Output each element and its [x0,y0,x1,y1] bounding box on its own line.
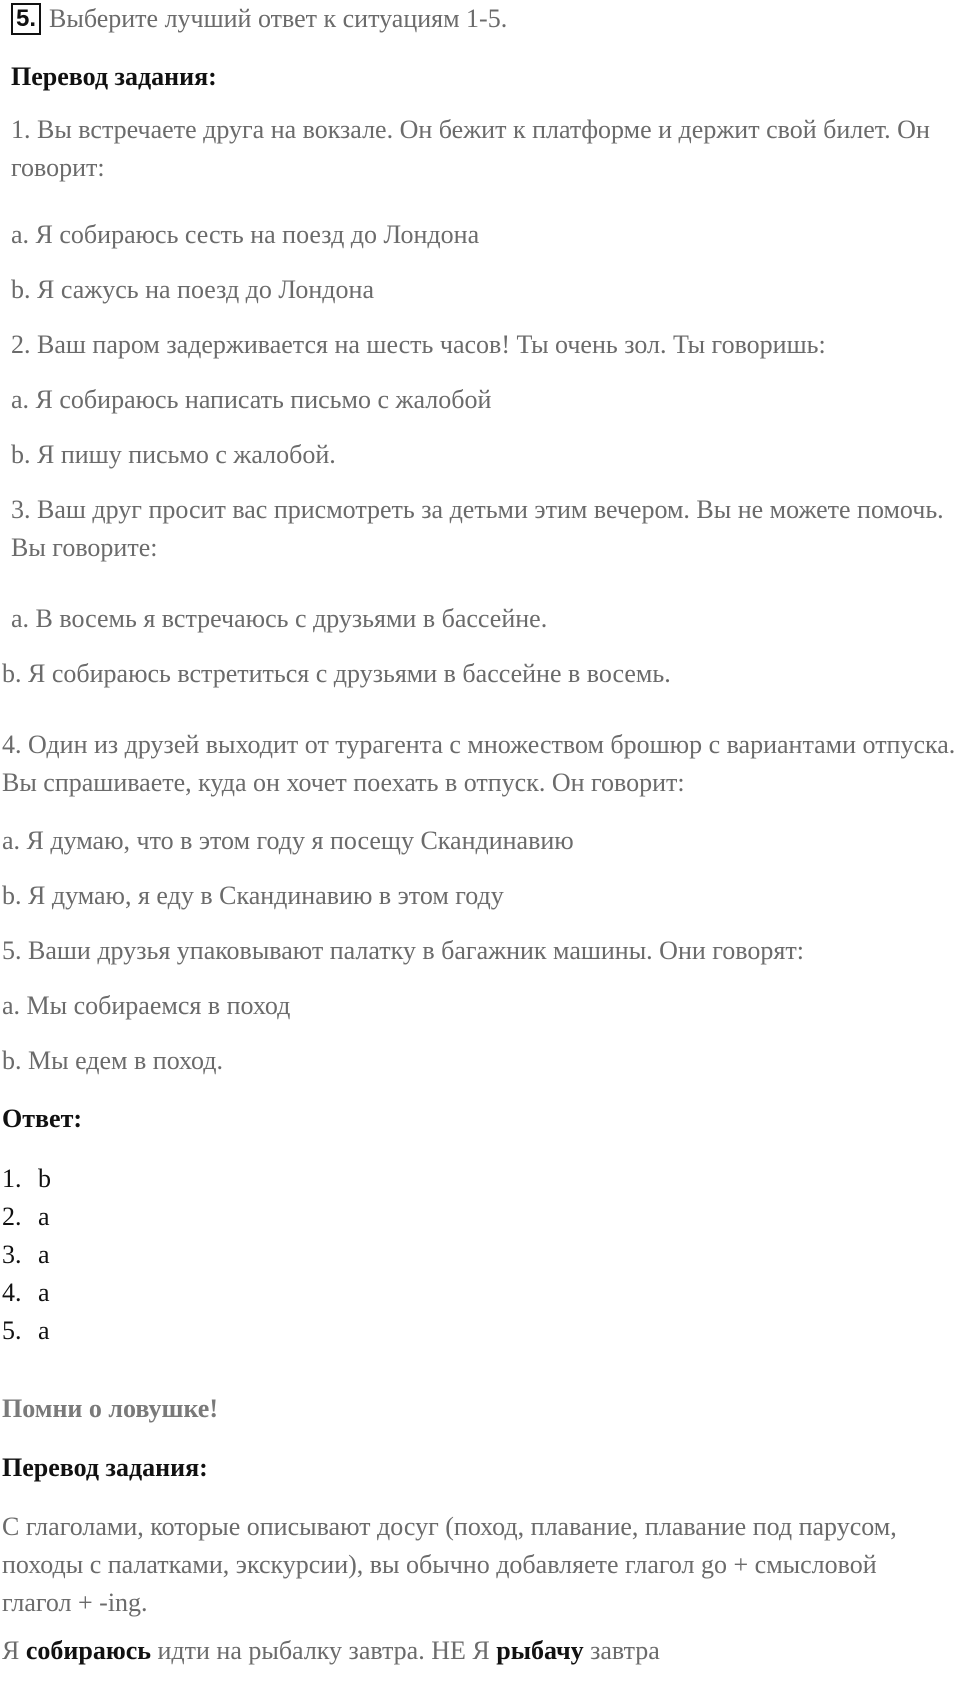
situation-1-question: 1. Вы встречаете друга на вокзале. Он бежит к платформе и держит свой билет. Он говорит: [11,115,930,182]
situation-2-option-b: b. Я пишу письмо с жалобой. [11,440,336,469]
situation-4-option-a: a. Я думаю, что в этом году я посещу Скандинавию [2,826,574,855]
trap-translation-heading: Перевод задания: [2,1453,208,1482]
situation-2-option-a: a. Я собираюсь написать письмо с жалобой [11,385,492,414]
situation-1-option-b: b. Я сажусь на поезд до Лондона [11,275,374,304]
example-bold-word: рыбачу [496,1636,584,1665]
answer-item [2,1160,51,1198]
situation-4-question: 4. Один из друзей выходит от турагента с множеством брошюр с вариантами отпуска. Вы спрашиваете, куда он хочет поехать в отпуск. Он говорит: [2,730,956,797]
answer-item [2,1236,50,1274]
situation-3-option-a: a. В восемь я встречаюсь с друзьями в бассейне. [11,604,548,633]
answer-value: a [38,1202,50,1231]
answer-value: a [38,1240,50,1269]
example-text: идти на рыбалку завтра. НЕ Я [150,1636,497,1665]
answer-value: a [38,1316,50,1345]
answer-number: 2. [2,1202,22,1231]
example-bold-word: собираюсь [25,1636,151,1665]
trap-explanation: С глаголами, которые описывают досуг (поход, плавание, плавание под парусом, походы с палатками, экскурсии), вы обычно добавляете глагол go + смысловой глагол + -ing. [2,1512,897,1617]
answer-item [2,1274,50,1312]
situation-3-option-b: b. Я собираюсь встретиться с друзьями в бассейне в восемь. [2,659,671,688]
answer-number: 5. [2,1316,22,1345]
situation-4-option-b: b. Я думаю, я еду в Скандинавию в этом году [2,881,504,910]
answer-number: 3. [2,1240,22,1269]
answer-value: b [38,1164,51,1193]
translation-heading: Перевод задания: [11,62,217,91]
answer-number: 4. [2,1278,22,1307]
answer-item [2,1198,50,1236]
situation-5-option-a: a. Мы собираемся в поход [2,991,291,1020]
situation-1-option-a: a. Я собираюсь сесть на поезд до Лондона [11,220,480,249]
answer-number: 1. [2,1164,22,1193]
task-instruction [11,0,507,38]
example-text: Я [2,1636,26,1665]
trap-heading: Помни о ловушке! [2,1394,218,1423]
task-number: 5. [11,3,41,35]
answer-value: a [38,1278,50,1307]
answer-item [2,1312,50,1350]
situation-5-option-b: b. Мы едем в поход. [2,1046,224,1075]
answer-heading: Ответ: [2,1104,83,1133]
task-instruction-text: Выберите лучший ответ к ситуациям 1-5. [49,4,508,33]
situation-3-question: 3. Ваш друг просит вас присмотреть за детьми этим вечером. Вы не можете помочь. Вы говорите: [11,495,944,562]
situation-2-question: 2. Ваш паром задерживается на шесть часов! Ты очень зол. Ты говоришь: [11,330,826,359]
example-text: завтра [583,1636,660,1665]
example-sentence [2,1632,660,1670]
situation-5-question: 5. Ваши друзья упаковывают палатку в багажник машины. Они говорят: [2,936,804,965]
